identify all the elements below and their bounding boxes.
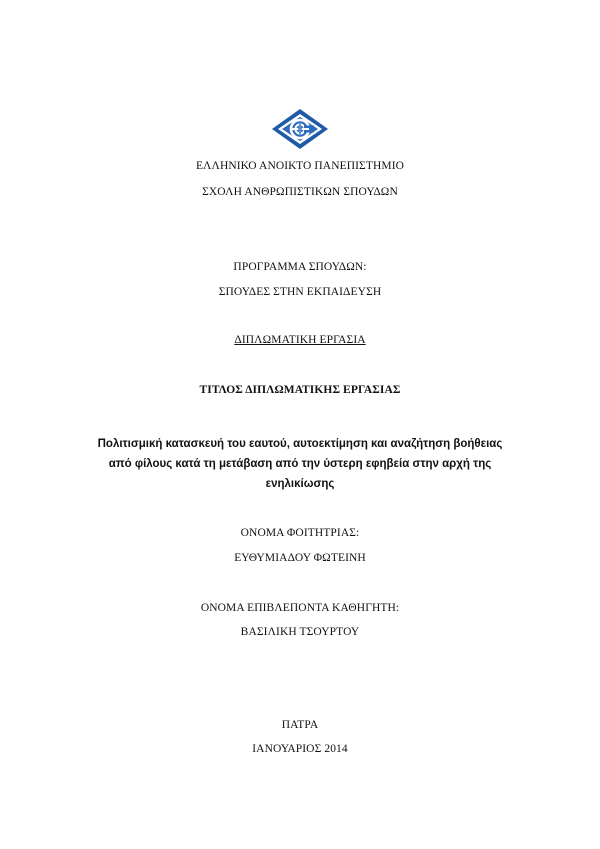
thesis-type: ΔΙΠΛΩΜΑΤΙΚΗ ΕΡΓΑΣΙΑ [234, 334, 366, 346]
thesis-title-line-2: από φίλους κατά τη μετάβαση από την ύστερη εφηβεία στην αρχή της [108, 458, 492, 470]
supervisor-label: ΟΝΟΜΑ ΕΠΙΒΛΕΠΟΝΤΑ ΚΑΘΗΓΗΤΗ: [200, 602, 400, 614]
supervisor-name: ΒΑΣΙΛΙΚΗ ΤΣΟΥΡΤΟΥ [240, 626, 360, 638]
thesis-title-line-3: ενηλικίωσης [265, 478, 335, 490]
university-logo-icon [271, 108, 329, 150]
city: ΠΑΤΡΑ [281, 719, 319, 731]
student-name: ΕΥΘΥΜΙΑΔΟΥ ΦΩΤΕΙΝΗ [234, 552, 366, 564]
date: ΙΑΝΟΥΑΡΙΟΣ 2014 [252, 743, 348, 755]
thesis-title-line-1: Πολιτισμική κατασκευή του εαυτού, αυτοεκτίμηση και αναζήτηση βοήθειας [97, 438, 503, 450]
student-label: ΟΝΟΜΑ ΦΟΙΤΗΤΡΙΑΣ: [240, 527, 360, 539]
program-name: ΣΠΟΥΔΕΣ ΣΤΗΝ ΕΚΠΑΙΔΕΥΣΗ [218, 286, 382, 298]
school-name: ΣΧΟΛΗ ΑΝΘΡΩΠΙΣΤΙΚΩΝ ΣΠΟΥΔΩΝ [202, 186, 398, 198]
thesis-title-label: ΤΙΤΛΟΣ ΔΙΠΛΩΜΑΤΙΚΗΣ ΕΡΓΑΣΙΑΣ [199, 384, 401, 396]
university-name: ΕΛΛΗΝΙΚΟ ΑΝΟΙΚΤΟ ΠΑΝΕΠΙΣΤΗΜΙΟ [195, 160, 405, 172]
program-label: ΠΡΟΓΡΑΜΜΑ ΣΠΟΥΔΩΝ: [233, 261, 367, 273]
